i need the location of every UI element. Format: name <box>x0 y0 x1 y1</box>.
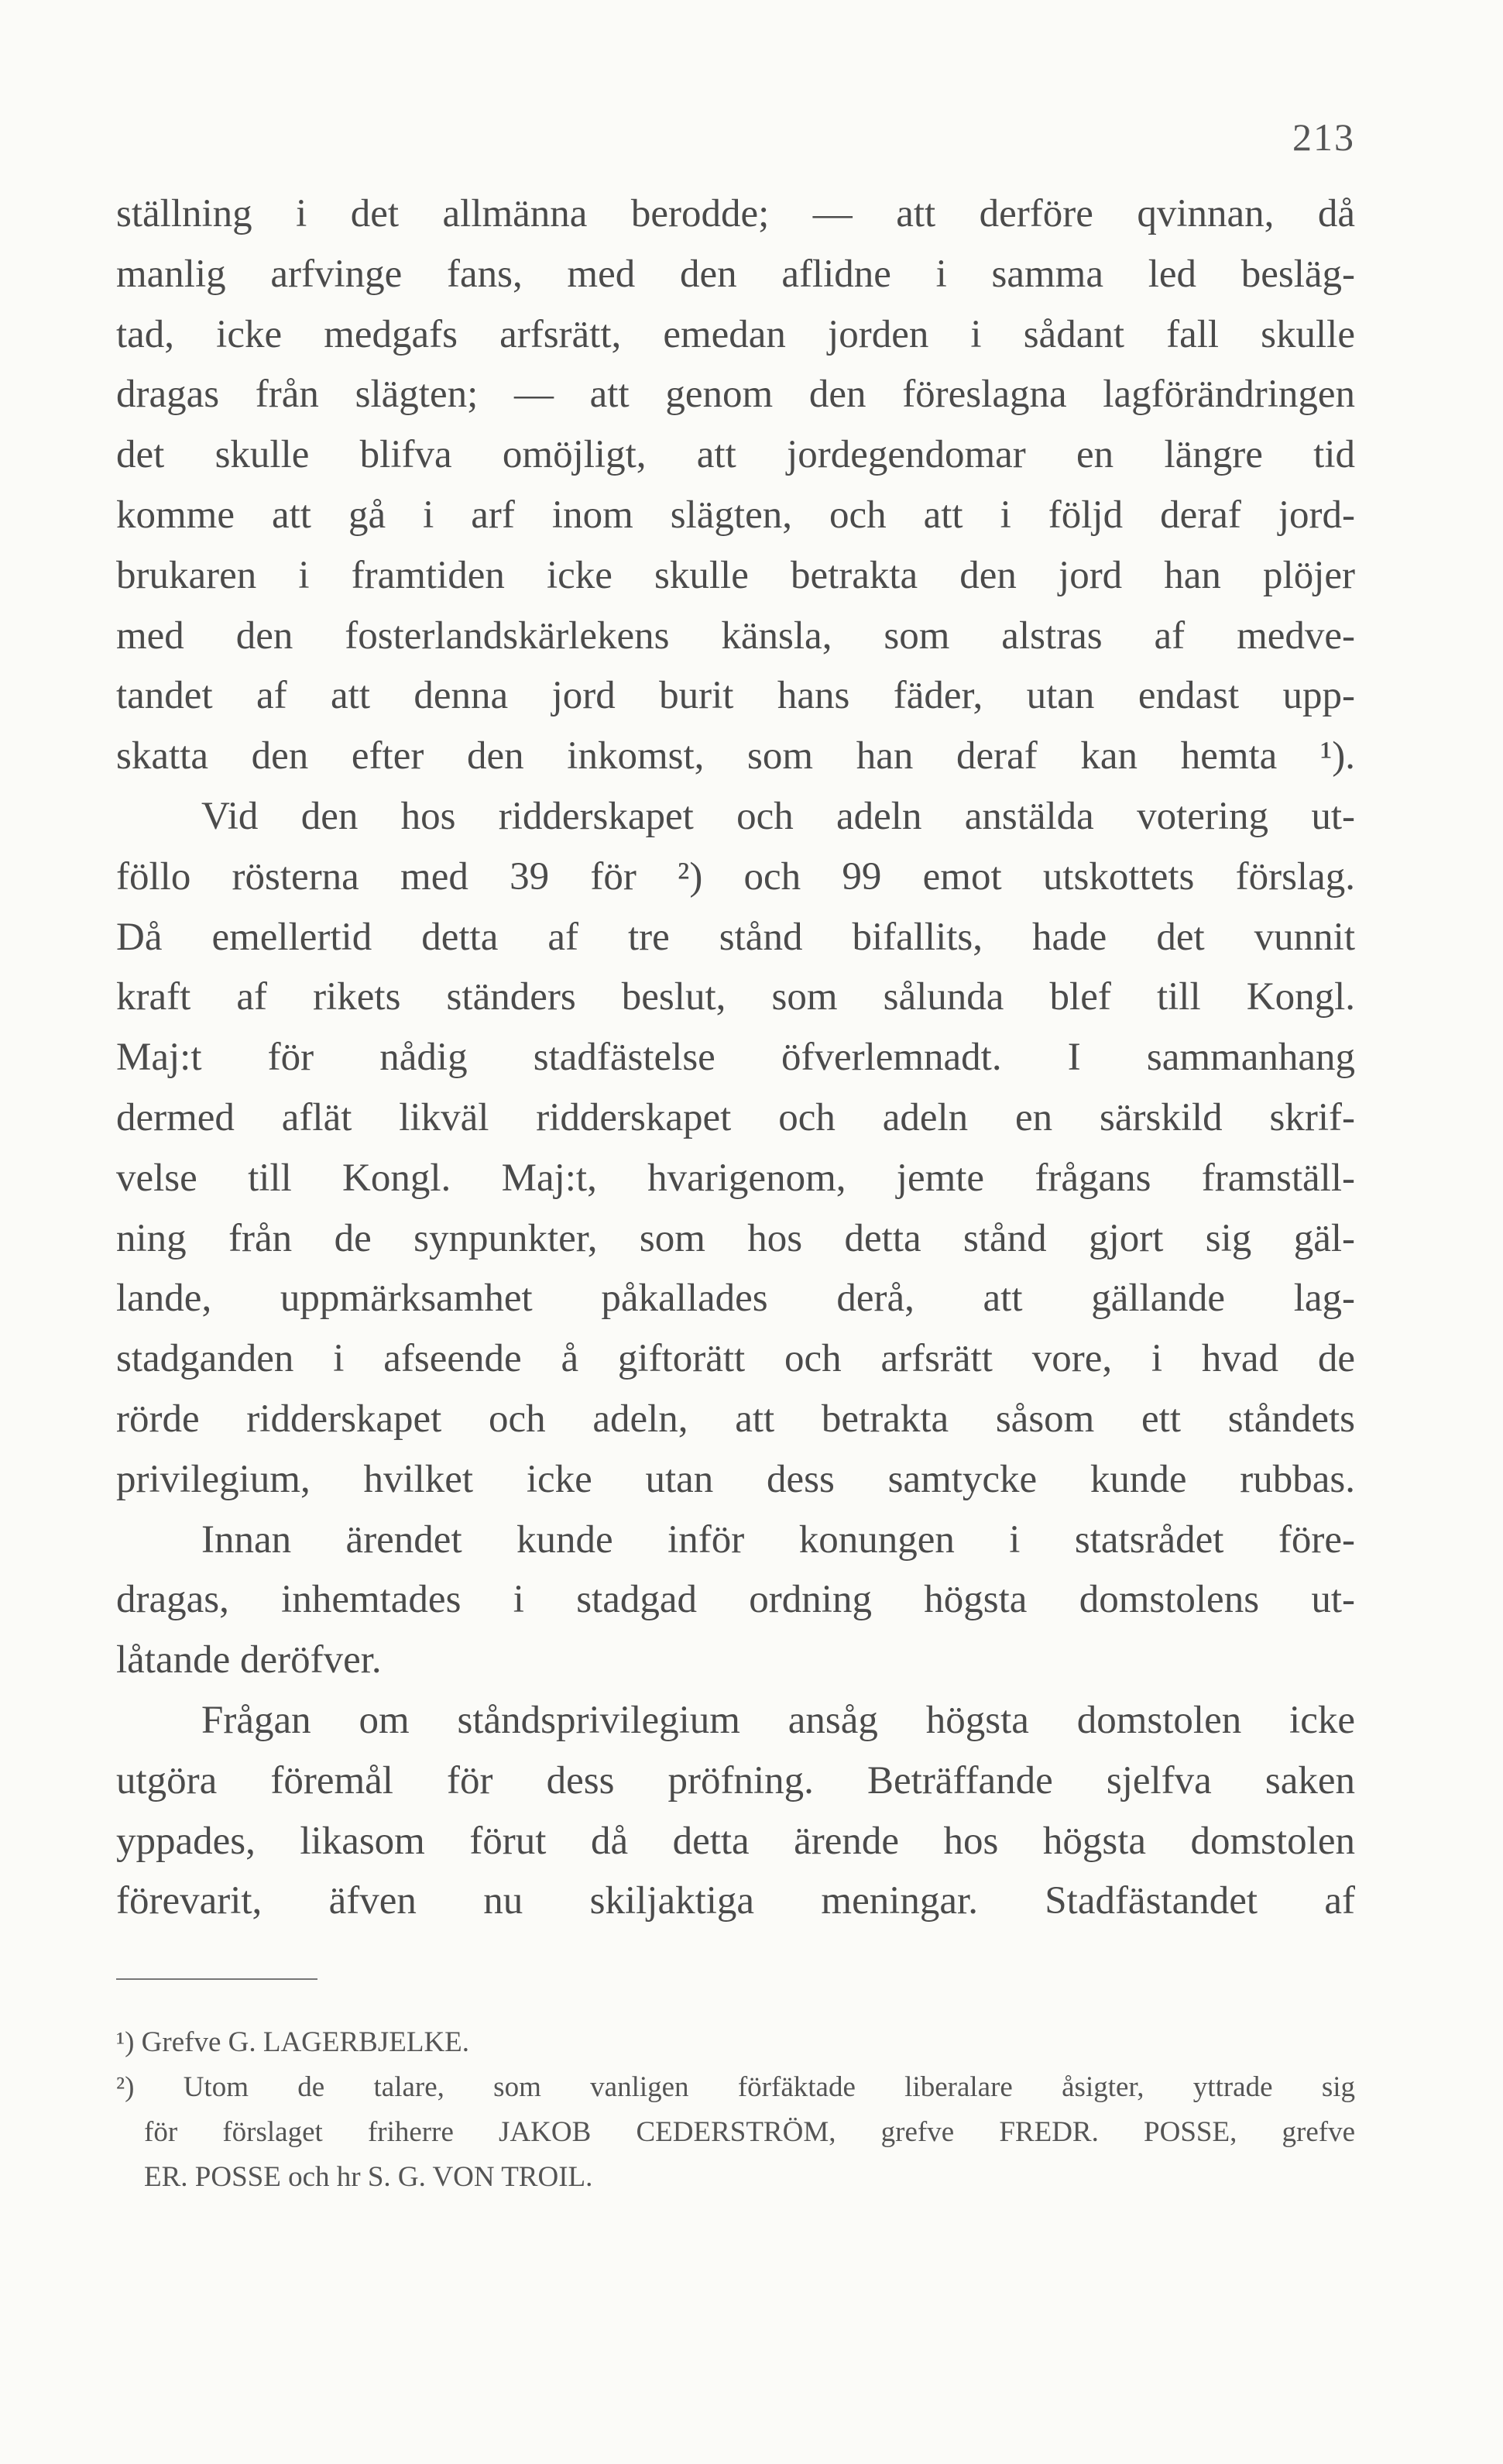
footnotes <box>116 2020 1355 2200</box>
footnote-2-line-1: ²) Utom de talare, som vanligen förfäktade liberalare åsigter, yttrade sig <box>116 2071 1355 2103</box>
text-line: förevarit, äfven nu skiljaktiga meningar. Stadfästandet af <box>116 1879 1355 1923</box>
footnote-1: ¹) Grefve G. LAGERBJELKE. <box>116 2026 470 2058</box>
text-line: tad, icke medgafs arfsrätt, emedan jorden i sådant fall skulle <box>116 312 1355 356</box>
text-line: låtande deröfver. <box>116 1638 382 1682</box>
text-line: brukaren i framtiden icke skulle betrakta den jord han plöjer <box>116 553 1355 597</box>
text-line: velse till Kongl. Maj:t, hvarigenom, jemte frågans framställ- <box>116 1156 1355 1200</box>
footnote-separator <box>116 1978 317 1980</box>
text-line: föllo rösterna med 39 för ²) och 99 emot utskottets förslag. <box>116 854 1355 899</box>
footnote-2-line-2: för förslaget friherre JAKOB CEDERSTRÖM, grefve FREDR. POSSE, grefve <box>144 2116 1355 2148</box>
text-line: komme att gå i arf inom slägten, och att i följd deraf jord- <box>116 493 1355 537</box>
text-line: skatta den efter den inkomst, som han deraf kan hemta ¹). <box>116 734 1355 778</box>
text-line: rörde ridderskapet och adeln, att betrakta såsom ett ståndets <box>116 1397 1355 1441</box>
text-line: Innan ärendet kunde inför konungen i statsrådet före- <box>201 1517 1355 1562</box>
text-line: yppades, likasom förut då detta ärende hos högsta domstolen <box>116 1819 1355 1863</box>
text-line: dragas från slägten; — att genom den föreslagna lagförändringen <box>116 373 1355 417</box>
text-line: privilegium, hvilket icke utan dess samtycke kunde rubbas. <box>116 1457 1355 1501</box>
text-line: dermed aflät likväl ridderskapet och adeln en särskild skrif- <box>116 1095 1355 1139</box>
text-line: dragas, inhemtades i stadgad ordning högsta domstolens ut- <box>116 1578 1355 1622</box>
text-line: med den fosterlandskärlekens känsla, som alstras af medve- <box>116 613 1355 658</box>
main-text-block <box>116 184 1355 1932</box>
text-line: tandet af att denna jord burit hans fäder, utan endast upp- <box>116 674 1355 718</box>
text-line: ställning i det allmänna berodde; — att derföre qvinnan, då <box>116 192 1355 235</box>
text-line: Vid den hos ridderskapet och adeln anstälda votering ut- <box>201 794 1355 838</box>
text-line: ning från de synpunkter, som hos detta stånd gjort sig gäl- <box>116 1216 1355 1260</box>
text-line: manlig arfvinge fans, med den aflidne i samma led besläg- <box>116 252 1355 296</box>
text-line: Maj:t för nådig stadfästelse öfverlemnadt. I sammanhang <box>116 1036 1355 1080</box>
text-line: utgöra föremål för dess pröfning. Beträffande sjelfva saken <box>116 1758 1355 1802</box>
text-line: det skulle blifva omöjligt, att jordegendomar en längre tid <box>116 433 1355 477</box>
text-line: lande, uppmärksamhet påkallades derå, att gällande lag- <box>116 1277 1355 1321</box>
text-line: stadganden i afseende å giftorätt och arfsrätt vore, i hvad de <box>116 1337 1355 1381</box>
page-number: 213 <box>1292 115 1355 159</box>
footnote-2-line-3: ER. POSSE och hr S. G. VON TROIL. <box>144 2161 593 2193</box>
text-line: Då emellertid detta af tre stånd bifallits, hade det vunnit <box>116 915 1355 959</box>
text-line: Frågan om ståndsprivilegium ansåg högsta domstolen icke <box>201 1698 1355 1742</box>
text-line: kraft af rikets ständers beslut, som sålunda blef till Kongl. <box>116 975 1355 1019</box>
